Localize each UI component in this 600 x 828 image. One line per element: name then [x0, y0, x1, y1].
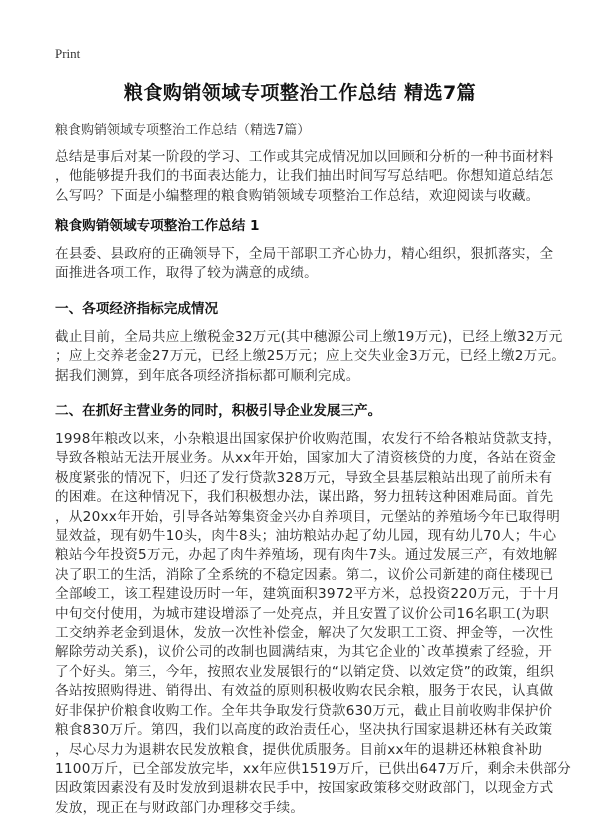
heading-main-business: 二、在抓好主营业务的同时，积极引导企业发展三产。	[55, 403, 382, 419]
text-line: ，尽心尽力为退耕农民发放粮食，提供优质服务。目前xx年的退耕还林粮食补助	[55, 741, 543, 758]
text-line: 在县委、县政府的正确领导下，全局干部职工齐心协力，精心组织，狠抓落实，全	[55, 246, 554, 262]
heading-economic-indicators: 一、各项经济指标完成情况	[55, 301, 219, 317]
section-heading: 粮食购销领域专项整治工作总结 1	[55, 218, 260, 234]
text-line: 粮站今年投资5万元，办起了肉牛养殖场，现有肉牛7头。通过发展三产，有效地解	[55, 547, 558, 564]
text-line: 据我们测算，到年底各项经济指标都可顺利完成。	[55, 367, 360, 384]
intro-paragraph	[55, 148, 565, 206]
section-intro-paragraph	[55, 245, 565, 284]
text-line: 全部峻工，该工程建设历时一年，建筑面积3972平方米，总投资220万元，于十月	[55, 586, 561, 603]
page-title: 粮食购销领域专项整治工作总结 精选7篇	[123, 82, 477, 104]
text-line: 面推进各项工作，取得了较为满意的成绩。	[55, 265, 319, 282]
text-line: 决了职工的生活，消除了全系统的不稳定因素。第二，议价公司新建的商住楼现已	[55, 566, 554, 583]
text-line: 好非保护价粮食收购工作。全年共争取发行贷款630万元，截止目前收购非保护价	[55, 702, 553, 719]
text-line: 的困难。在这种情况下，我们积极想办法，谋出路，努力扭转这种困难局面。首先	[55, 489, 554, 506]
text-line: 显效益，现有奶牛10头，肉牛8头；油坊粮站办起了幼儿园，现有幼儿70人；牛心	[55, 528, 557, 545]
print-link[interactable]: Print	[55, 46, 81, 61]
subtitle: 粮食购销领域专项整治工作总结（精选7篇）	[55, 123, 311, 138]
text-line: 导致各粮站无法开展业务。从xx年开始，国家加大了清资核贷的力度，各站在资金	[55, 450, 557, 467]
text-line: 么写吗？下面是小编整理的粮食购销领域专项整治工作总结，欢迎阅读与收藏。	[55, 187, 540, 204]
text-line: 截止目前，全局共应上缴税金32万元(其中穗源公司上缴19万元)，已经上缴32万元	[55, 329, 563, 345]
economic-indicators-paragraph	[55, 328, 565, 386]
text-line: 工交纳养老金到退休，发放一次性补偿金，解决了欠发职工工资、押金等，一次性	[55, 625, 554, 642]
text-line: 因政策因素没有及时发放到退耕农民手中，按国家政策移交财政部门，以现金方式	[55, 780, 554, 797]
text-line: 了个好头。第三，今年，按照农业发展银行的“以销定贷、以效定贷”的政策，组织	[55, 663, 555, 680]
text-line: ；应上交养老金27万元，已经上缴25万元；应上交失业金3万元，已经上缴2万元。	[55, 348, 566, 365]
text-line: 中旬交付使用，为城市建设增添了一处亮点，并且安置了议价公司16名职工(为职	[55, 605, 550, 622]
text-line: 总结是事后对某一阶段的学习、工作或其完成情况加以回顾和分析的一种书面材料	[55, 149, 554, 165]
text-line: 1100万斤，已全部发放完毕，xx年应供1519万斤，已供出647万斤，剩余未供部分	[55, 760, 571, 777]
text-line: ，他能够提升我们的书面表达能力，让我们抽出时间写写总结吧。你想知道总结怎	[55, 168, 554, 185]
text-line: 1998年粮改以来，小杂粮退出国家保护价收购范围，农发行不给各粮站贷款支持，	[55, 431, 562, 447]
text-line: 解除劳动关系)，议价公司的改制也圆满结束，为其它企业的`改革摸索了经验，开	[55, 644, 553, 661]
text-line: 极度紧张的情况下，归还了发行贷款328万元，导致全县基层粮站出现了前所未有	[55, 469, 553, 486]
text-line: 各站按照购得进、销得出、有效益的原则积极收购农民余粮，服务于农民，认真做	[55, 683, 554, 700]
text-line: 发放，现正在与财政部门办理移交手续。	[55, 799, 305, 816]
main-business-paragraph	[55, 430, 571, 818]
text-line: 粮食830万斤。第四，我们以高度的政治责任心，坚决执行国家退耕还林有关政策	[55, 722, 553, 739]
text-line: ，从20xx年开始，引导各站筹集资金兴办自养项目，元堡站的养殖场今年已取得明	[55, 508, 561, 525]
